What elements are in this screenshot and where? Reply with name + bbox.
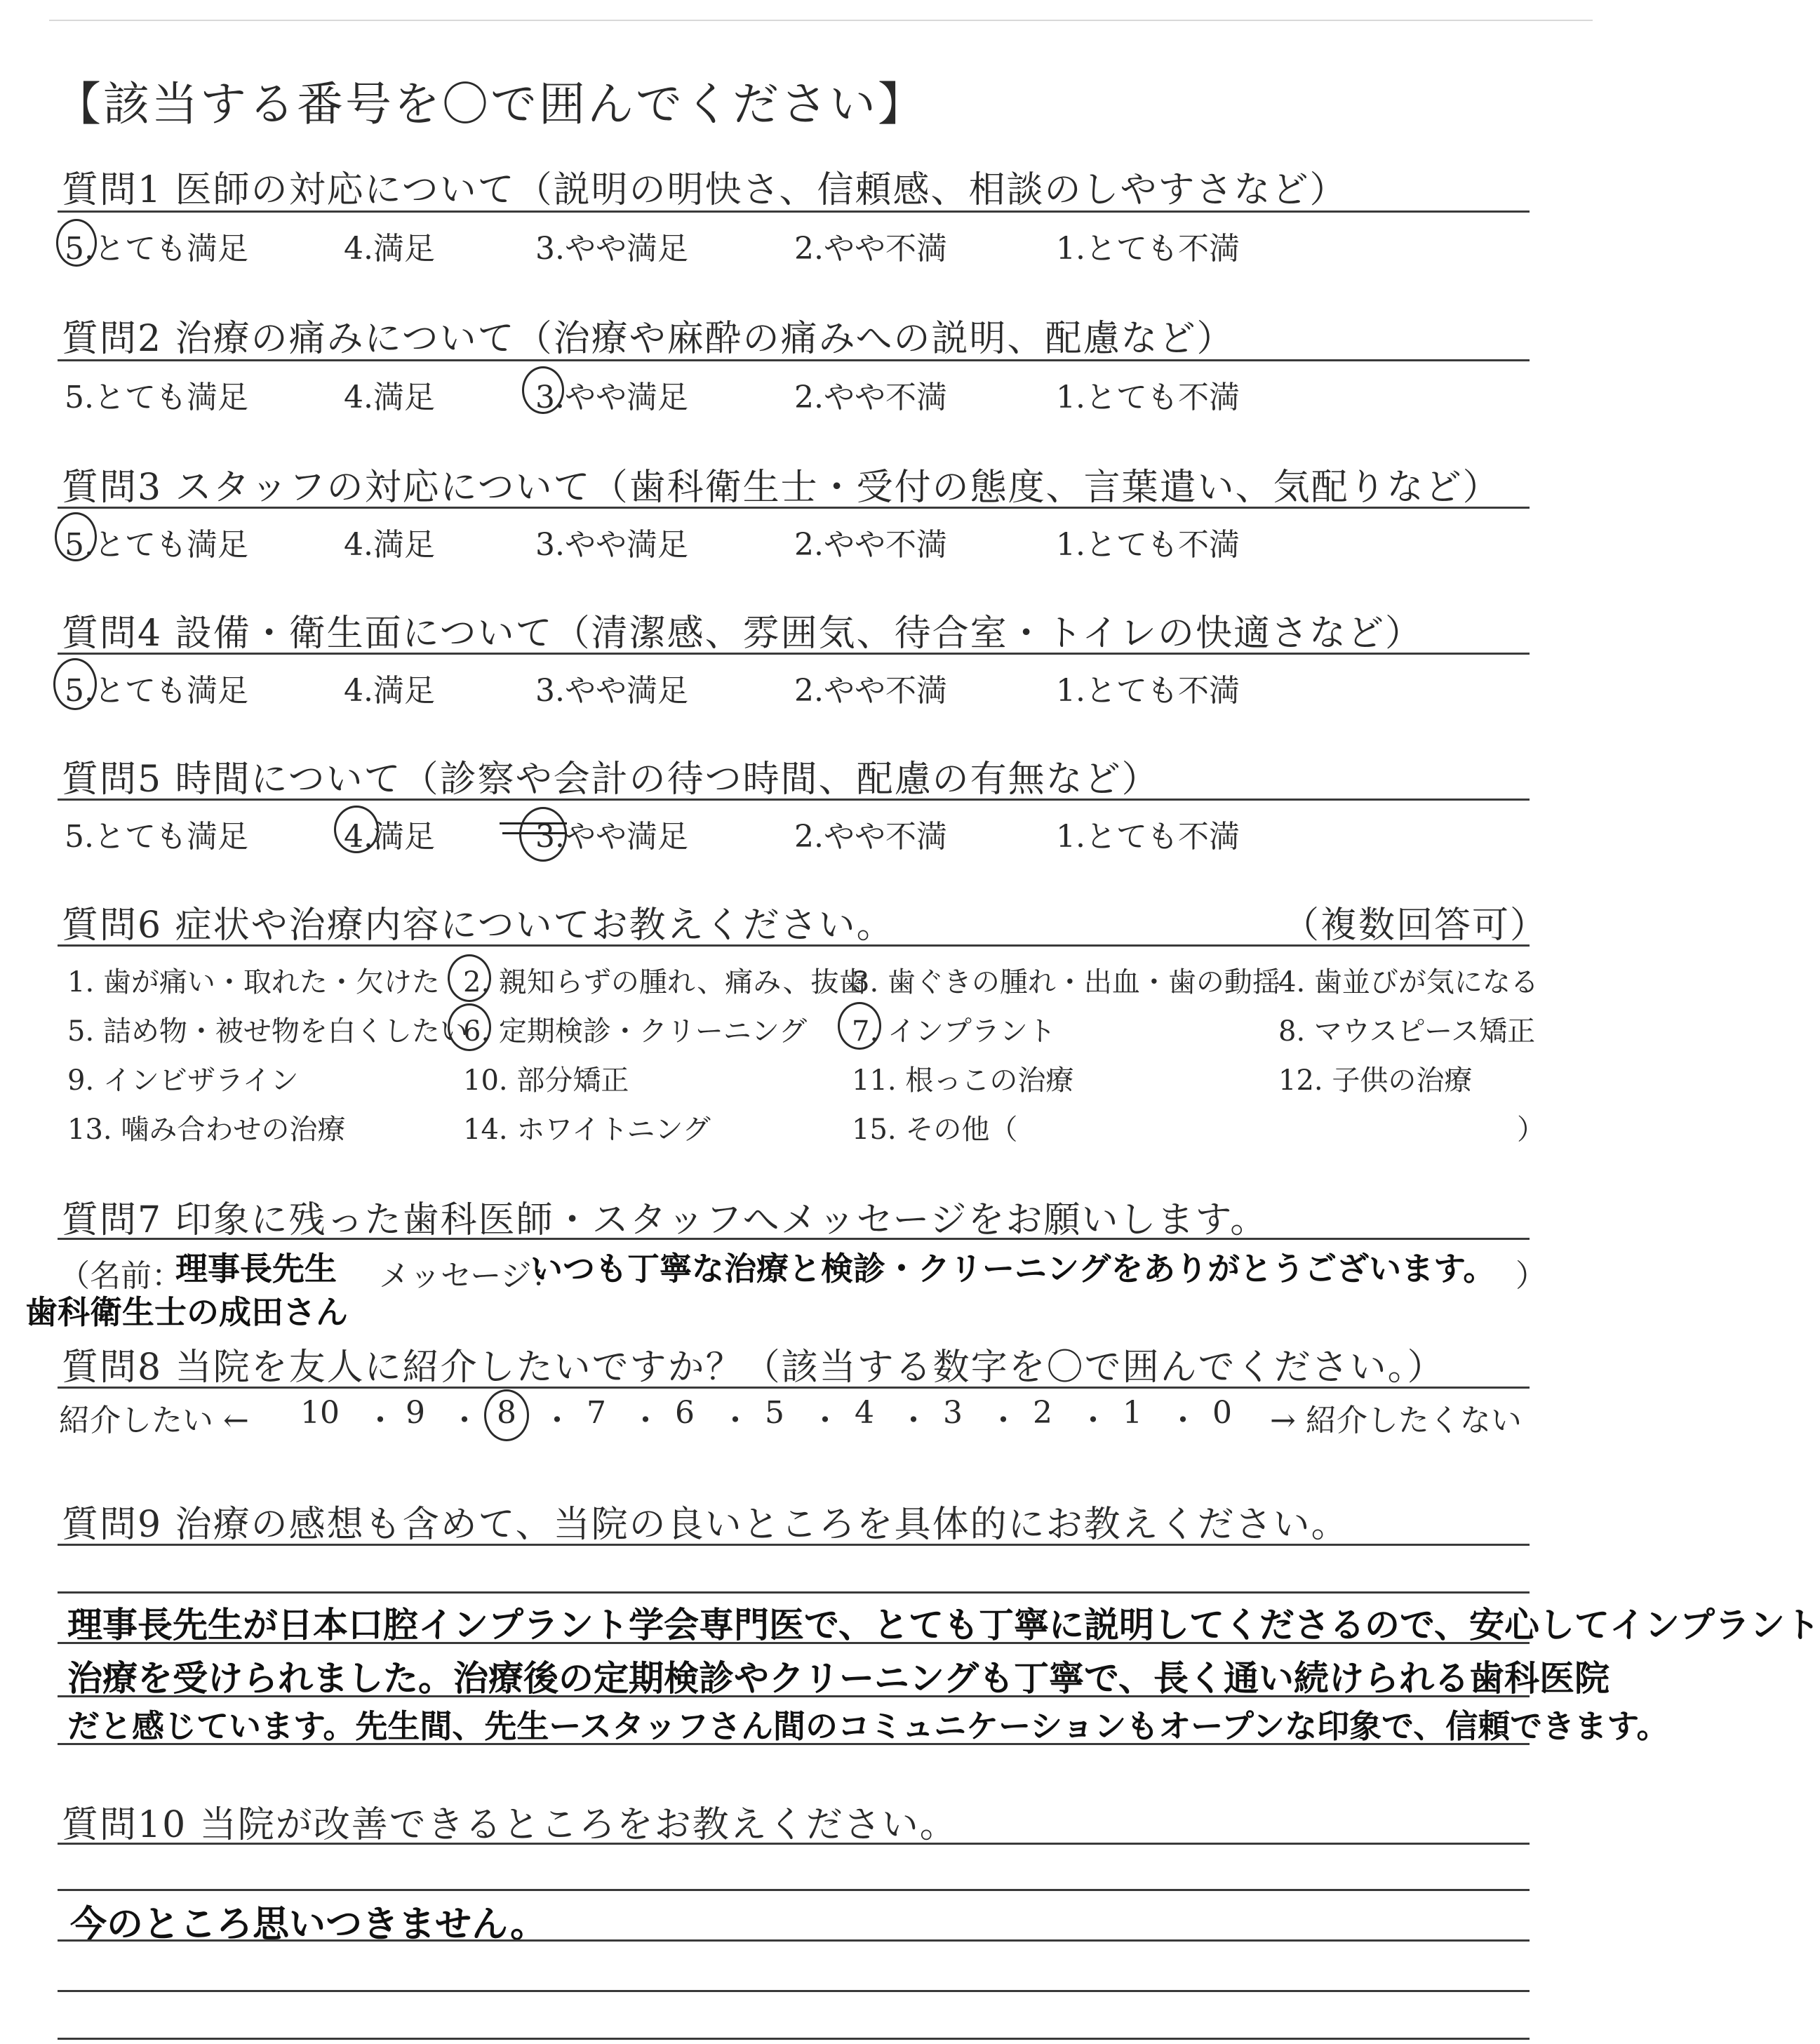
- q1-option-1[interactable]: 1.とても不満: [1056, 231, 1240, 267]
- question-6-rule: [58, 944, 1530, 947]
- q8-scale-6[interactable]: 6: [675, 1395, 695, 1431]
- q8-dot: ・: [1078, 1403, 1109, 1438]
- question-3-rule: [58, 507, 1530, 509]
- q5-option-3[interactable]: 3.やや満足: [535, 819, 688, 855]
- q8-dot: ・: [1167, 1403, 1198, 1438]
- question-9-answer-rule-1: [58, 1591, 1530, 1594]
- q5-option-5[interactable]: 5.とても満足: [65, 819, 248, 855]
- question-3-label: 質問3 スタッフの対応について（歯科衛生士・受付の態度、言葉遣い、気配りなど）: [62, 467, 1501, 509]
- q9-answer-line-2[interactable]: 治療を受けられました。治療後の定期検診やクリーニングも丁寧で、長く通い続けられる歯科医院: [67, 1658, 1610, 1699]
- question-7-label: 質問7 印象に残った歯科医師・スタッフへメッセージをお願いします。: [62, 1199, 1269, 1241]
- q6-item-4[interactable]: 4. 歯並びが気になる: [1278, 966, 1539, 998]
- q6-selection-circle-6: [448, 1003, 491, 1051]
- question-8-rule: [58, 1387, 1530, 1389]
- q8-scale-9[interactable]: 9: [406, 1395, 425, 1431]
- q6-selection-circle-2: [448, 954, 491, 1002]
- q7-name-label: （名前：: [59, 1258, 182, 1294]
- q4-option-5[interactable]: 5.とても満足: [65, 673, 248, 709]
- question-9-answer-rule-3: [58, 1695, 1530, 1697]
- question-5-rule: [58, 799, 1530, 801]
- question-10-answer-rule-1: [58, 1889, 1530, 1891]
- q3-option-5[interactable]: 5.とても満足: [65, 527, 248, 563]
- q3-selection-circle: [55, 512, 97, 561]
- q5-strike-line-2: [502, 832, 567, 834]
- question-2-label: 質問2 治療の痛みについて（治療や麻酔の痛みへの説明、配慮など）: [62, 318, 1235, 360]
- question-1-label: 質問1 医師の対応について（説明の明快さ、信頼感、相談のしやすさなど）: [62, 169, 1348, 211]
- question-8-label: 質問8 当院を友人に紹介したいですか？（該当する数字を〇で囲んでください。）: [62, 1347, 1445, 1389]
- q1-option-4[interactable]: 4.満足: [344, 231, 435, 267]
- page-title: 【該当する番号を〇で囲んでください】: [55, 77, 926, 131]
- q3-option-3[interactable]: 3.やや満足: [535, 527, 688, 563]
- q8-left-label: 紹介したい ←: [59, 1403, 249, 1438]
- q6-item-13[interactable]: 13. 噛み合わせの治療: [67, 1114, 346, 1146]
- q7-message-value[interactable]: いつも丁寧な治療と検診・クリーニングをありがとうございます。: [530, 1250, 1496, 1288]
- q6-item-12[interactable]: 12. 子供の治療: [1278, 1064, 1473, 1097]
- q5-option-1[interactable]: 1.とても不満: [1056, 819, 1240, 855]
- q8-scale-8[interactable]: 8: [497, 1395, 516, 1431]
- q8-scale-10[interactable]: 10: [300, 1395, 340, 1431]
- q8-scale-2[interactable]: 2: [1033, 1395, 1052, 1431]
- q8-dot: ・: [988, 1403, 1019, 1438]
- q3-option-2[interactable]: 2.やや不満: [794, 527, 947, 563]
- q8-scale-3[interactable]: 3: [943, 1395, 963, 1431]
- question-9-answer-rule-2: [58, 1642, 1530, 1644]
- q8-dot: ・: [630, 1403, 661, 1438]
- q7-message-label: メッセージ：: [379, 1258, 563, 1294]
- q6-item-2[interactable]: 2. 親知らずの腫れ、痛み、抜歯: [463, 966, 867, 998]
- q1-option-5[interactable]: 5.とても満足: [65, 231, 248, 267]
- question-10-answer-rule-4: [58, 2038, 1530, 2040]
- q2-option-5[interactable]: 5.とても満足: [65, 380, 248, 415]
- q5-selection-circle: [334, 806, 379, 853]
- question-9-answer-rule-4: [58, 1743, 1530, 1745]
- q1-option-3[interactable]: 3.やや満足: [535, 231, 688, 267]
- question-10-label: 質問10 当院が改善できるところをお教えください。: [62, 1804, 958, 1846]
- q7-name-value-2[interactable]: 歯科衛生士の成田さん: [25, 1293, 348, 1331]
- q6-item-9[interactable]: 9. インビザライン: [67, 1064, 299, 1097]
- q2-option-1[interactable]: 1.とても不満: [1056, 380, 1240, 415]
- q6-item-3[interactable]: 3. 歯ぐきの腫れ・出血・歯の動揺: [852, 966, 1280, 998]
- q8-scale-5[interactable]: 5: [765, 1395, 784, 1431]
- q2-selection-circle: [522, 366, 564, 414]
- q4-option-2[interactable]: 2.やや不満: [794, 673, 947, 709]
- question-5-label: 質問5 時間について（診察や会計の待つ時間、配慮の有無など）: [62, 759, 1160, 801]
- q8-dot: ・: [365, 1403, 396, 1438]
- q8-dot: ・: [898, 1403, 929, 1438]
- q8-selection-circle: [484, 1389, 529, 1441]
- q6-item-6[interactable]: 6. 定期検診・クリーニング: [463, 1015, 808, 1048]
- question-9-rule: [58, 1544, 1530, 1546]
- q2-option-3[interactable]: 3.やや満足: [535, 380, 688, 415]
- question-1-rule: [58, 211, 1530, 213]
- q3-option-4[interactable]: 4.満足: [344, 527, 435, 563]
- q6-item-10[interactable]: 10. 部分矯正: [463, 1064, 629, 1097]
- q9-answer-line-1[interactable]: 理事長先生が日本口腔インプラント学会専門医で、とても丁寧に説明してくださるので、安心してインプラント: [67, 1605, 1820, 1645]
- q8-dot: ・: [720, 1403, 751, 1438]
- top-border: [49, 20, 1593, 21]
- q8-scale-0[interactable]: 0: [1212, 1395, 1232, 1431]
- q6-item-15[interactable]: 15. その他（: [852, 1114, 1018, 1146]
- q5-strike-line-1: [500, 822, 567, 824]
- question-6-label: 質問6 症状や治療内容についてお教えください。: [62, 904, 895, 947]
- question-2-rule: [58, 359, 1530, 361]
- question-10-answer-rule-2: [58, 1939, 1530, 1942]
- question-4-rule: [58, 653, 1530, 655]
- question-10-rule: [58, 1843, 1530, 1845]
- question-9-label: 質問9 治療の感想も含めて、当院の良いところを具体的にお教えください。: [62, 1504, 1349, 1546]
- question-4-label: 質問4 設備・衛生面について（清潔感、雰囲気、待合室・トイレの快適さなど）: [62, 613, 1423, 655]
- q6-item-1[interactable]: 1. 歯が痛い・取れた・欠けた: [67, 966, 440, 998]
- q2-option-4[interactable]: 4.満足: [344, 380, 435, 415]
- question-6-note: （複数回答可）: [1283, 904, 1548, 947]
- q6-item-11[interactable]: 11. 根っこの治療: [852, 1064, 1074, 1097]
- q7-close-paren: ）: [1515, 1258, 1546, 1294]
- q2-option-2[interactable]: 2.やや不満: [794, 380, 947, 415]
- q5-option-4[interactable]: 4.満足: [344, 819, 435, 855]
- q7-name-value[interactable]: 理事長先生: [175, 1250, 337, 1288]
- question-7-rule: [58, 1238, 1530, 1240]
- q6-item-14[interactable]: 14. ホワイトニング: [463, 1114, 711, 1146]
- q6-selection-circle-7: [838, 1002, 881, 1050]
- q3-option-1[interactable]: 1.とても不満: [1056, 527, 1240, 563]
- q5-option-2[interactable]: 2.やや不満: [794, 819, 947, 855]
- q8-dot: ・: [542, 1403, 573, 1438]
- q6-item-7[interactable]: 7. インプラント: [852, 1015, 1056, 1048]
- q1-option-2[interactable]: 2.やや不満: [794, 231, 947, 267]
- q6-item-8[interactable]: 8. マウスピース矯正: [1278, 1015, 1536, 1048]
- q8-dot: ・: [810, 1403, 841, 1438]
- q8-scale-7[interactable]: 7: [587, 1395, 606, 1431]
- q8-scale-1[interactable]: 1: [1123, 1395, 1142, 1431]
- q5-struck-circle: [519, 807, 567, 862]
- q4-option-4[interactable]: 4.満足: [344, 673, 435, 709]
- question-10-answer-rule-3: [58, 1990, 1530, 1992]
- q1-selection-circle: [56, 219, 97, 267]
- q4-selection-circle: [53, 658, 97, 710]
- q4-option-3[interactable]: 3.やや満足: [535, 673, 688, 709]
- q8-right-label: → 紹介したくない: [1270, 1403, 1522, 1438]
- q6-item-15-close: ）: [1517, 1114, 1545, 1146]
- q10-answer[interactable]: 今のところ思いつきません。: [70, 1904, 547, 1946]
- q6-item-5[interactable]: 5. 詰め物・被せ物を白くしたい: [67, 1015, 468, 1048]
- q8-scale-4[interactable]: 4: [855, 1395, 874, 1431]
- q9-answer-line-3[interactable]: だと感じています。先生間、先生ースタッフさん間のコミュニケーションもオープンな印象で、信頼できます。: [67, 1707, 1669, 1745]
- q4-option-1[interactable]: 1.とても不満: [1056, 673, 1240, 709]
- q8-dot: ・: [449, 1403, 480, 1438]
